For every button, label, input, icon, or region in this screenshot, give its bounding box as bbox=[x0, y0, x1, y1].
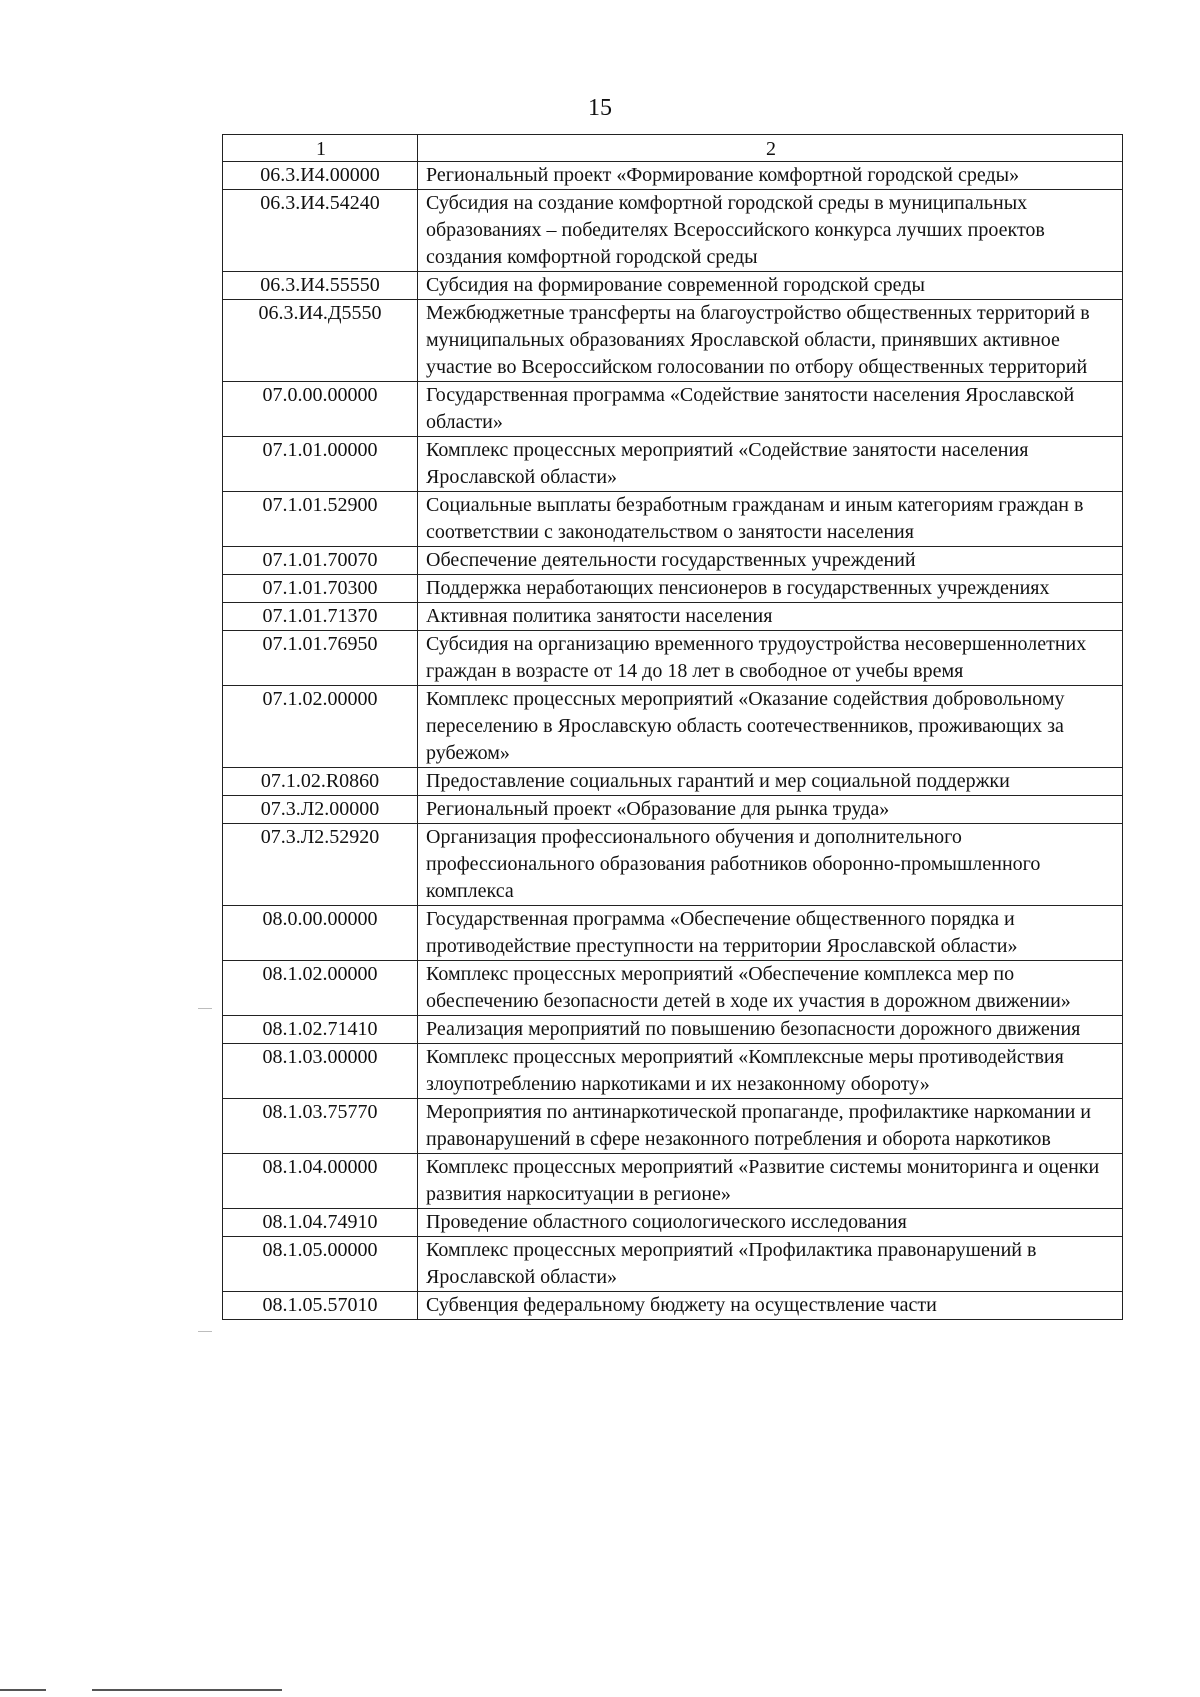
scan-bottom-line bbox=[92, 1689, 282, 1691]
table-row bbox=[223, 190, 1123, 272]
row-name-cell: Комплекс процессных мероприятий «Комплексные меры противодействия злоупотреблению наркотиками и их незаконному обороту» bbox=[418, 1044, 1123, 1099]
row-name-cell: Комплекс процессных мероприятий «Обеспечение комплекса мер по обеспечению безопасности детей в ходе их участия в дорожном движении» bbox=[418, 961, 1123, 1016]
table-row bbox=[223, 1154, 1123, 1209]
row-name-cell: Организация профессионального обучения и дополнительного профессионального образования работников оборонно-промышленного комплекса bbox=[418, 824, 1123, 906]
row-code-cell: 07.1.02.00000 bbox=[223, 686, 418, 768]
row-name-cell: Поддержка неработающих пенсионеров в государственных учреждениях bbox=[418, 575, 1123, 603]
table-row bbox=[223, 1099, 1123, 1154]
row-name-cell: Активная политика занятости населения bbox=[418, 603, 1123, 631]
row-code-cell: 07.1.01.70300 bbox=[223, 575, 418, 603]
row-code-cell: 08.1.02.00000 bbox=[223, 961, 418, 1016]
row-name-cell: Региональный проект «Образование для рынка труда» bbox=[418, 796, 1123, 824]
scan-margin-mark bbox=[198, 1331, 212, 1332]
row-name-cell: Государственная программа «Содействие занятости населения Ярославской области» bbox=[418, 382, 1123, 437]
table-row bbox=[223, 1209, 1123, 1237]
row-name-cell: Обеспечение деятельности государственных учреждений bbox=[418, 547, 1123, 575]
row-code-cell: 07.1.02.R0860 bbox=[223, 768, 418, 796]
row-name-cell: Субсидия на организацию временного трудоустройства несовершеннолетних граждан в возрасте от 14 до 18 лет в свободное от учебы время bbox=[418, 631, 1123, 686]
table-row bbox=[223, 575, 1123, 603]
row-name-cell: Государственная программа «Обеспечение общественного порядка и противодействие преступности на территории Ярославской области» bbox=[418, 906, 1123, 961]
row-code-cell: 07.1.01.52900 bbox=[223, 492, 418, 547]
row-code-cell: 08.1.05.57010 bbox=[223, 1292, 418, 1320]
row-code-cell: 07.1.01.71370 bbox=[223, 603, 418, 631]
scan-margin-mark bbox=[198, 1008, 212, 1009]
row-name-cell: Субвенция федеральному бюджету на осуществление части bbox=[418, 1292, 1123, 1320]
table-row bbox=[223, 1016, 1123, 1044]
table-row bbox=[223, 547, 1123, 575]
row-code-cell: 08.1.04.74910 bbox=[223, 1209, 418, 1237]
row-code-cell: 07.1.01.00000 bbox=[223, 437, 418, 492]
table-row bbox=[223, 1237, 1123, 1292]
table-row bbox=[223, 961, 1123, 1016]
table-row bbox=[223, 631, 1123, 686]
row-code-cell: 08.1.02.71410 bbox=[223, 1016, 418, 1044]
table-row bbox=[223, 382, 1123, 437]
row-name-cell: Комплекс процессных мероприятий «Развитие системы мониторинга и оценки развития наркоситуации в регионе» bbox=[418, 1154, 1123, 1209]
row-code-cell: 06.3.И4.00000 bbox=[223, 162, 418, 190]
table-row bbox=[223, 906, 1123, 961]
row-code-cell: 08.1.04.00000 bbox=[223, 1154, 418, 1209]
row-code-cell: 07.0.00.00000 bbox=[223, 382, 418, 437]
row-code-cell: 06.3.И4.55550 bbox=[223, 272, 418, 300]
table-row bbox=[223, 1044, 1123, 1099]
row-name-cell: Проведение областного социологического исследования bbox=[418, 1209, 1123, 1237]
row-code-cell: 08.1.03.75770 bbox=[223, 1099, 418, 1154]
row-code-cell: 06.3.И4.54240 bbox=[223, 190, 418, 272]
table-row bbox=[223, 162, 1123, 190]
row-code-cell: 08.0.00.00000 bbox=[223, 906, 418, 961]
row-name-cell: Мероприятия по антинаркотической пропаганде, профилактике наркомании и правонарушений в сфере незаконного потребления и оборота наркотиков bbox=[418, 1099, 1123, 1154]
table-row bbox=[223, 437, 1123, 492]
row-name-cell: Субсидия на формирование современной городской среды bbox=[418, 272, 1123, 300]
row-name-cell: Комплекс процессных мероприятий «Оказание содействия добровольному переселению в Ярославскую область соотечественников, проживающих за рубежом» bbox=[418, 686, 1123, 768]
table-header-row bbox=[223, 135, 1123, 162]
table-row bbox=[223, 824, 1123, 906]
row-name-cell: Межбюджетные трансферты на благоустройство общественных территорий в муниципальных образованиях Ярославской области, принявших активное участие во Всероссийском голосовании по отбору общественных территорий bbox=[418, 300, 1123, 382]
table-row bbox=[223, 686, 1123, 768]
row-code-cell: 07.3.Л2.52920 bbox=[223, 824, 418, 906]
table-body bbox=[223, 162, 1123, 1320]
row-name-cell: Региональный проект «Формирование комфортной городской среды» bbox=[418, 162, 1123, 190]
table-row bbox=[223, 1292, 1123, 1320]
row-name-cell: Реализация мероприятий по повышению безопасности дорожного движения bbox=[418, 1016, 1123, 1044]
row-code-cell: 08.1.03.00000 bbox=[223, 1044, 418, 1099]
table-row bbox=[223, 492, 1123, 547]
row-name-cell: Комплекс процессных мероприятий «Профилактика правонарушений в Ярославской области» bbox=[418, 1237, 1123, 1292]
column-header-name: 2 bbox=[418, 135, 1123, 162]
scan-bottom-line bbox=[0, 1689, 46, 1691]
table-row bbox=[223, 603, 1123, 631]
row-code-cell: 07.3.Л2.00000 bbox=[223, 796, 418, 824]
table-row bbox=[223, 796, 1123, 824]
column-header-code: 1 bbox=[223, 135, 418, 162]
row-name-cell: Субсидия на создание комфортной городской среды в муниципальных образованиях – победителях Всероссийского конкурса лучших проектов создания комфортной городской среды bbox=[418, 190, 1123, 272]
table-row bbox=[223, 300, 1123, 382]
table-row bbox=[223, 768, 1123, 796]
row-code-cell: 07.1.01.70070 bbox=[223, 547, 418, 575]
row-name-cell: Предоставление социальных гарантий и мер социальной поддержки bbox=[418, 768, 1123, 796]
row-code-cell: 08.1.05.00000 bbox=[223, 1237, 418, 1292]
budget-codes-table bbox=[222, 134, 1123, 1320]
page-number: 15 bbox=[588, 95, 612, 121]
row-code-cell: 06.3.И4.Д5550 bbox=[223, 300, 418, 382]
table-row bbox=[223, 272, 1123, 300]
row-code-cell: 07.1.01.76950 bbox=[223, 631, 418, 686]
row-name-cell: Комплекс процессных мероприятий «Содействие занятости населения Ярославской области» bbox=[418, 437, 1123, 492]
row-name-cell: Социальные выплаты безработным гражданам и иным категориям граждан в соответствии с законодательством о занятости населения bbox=[418, 492, 1123, 547]
